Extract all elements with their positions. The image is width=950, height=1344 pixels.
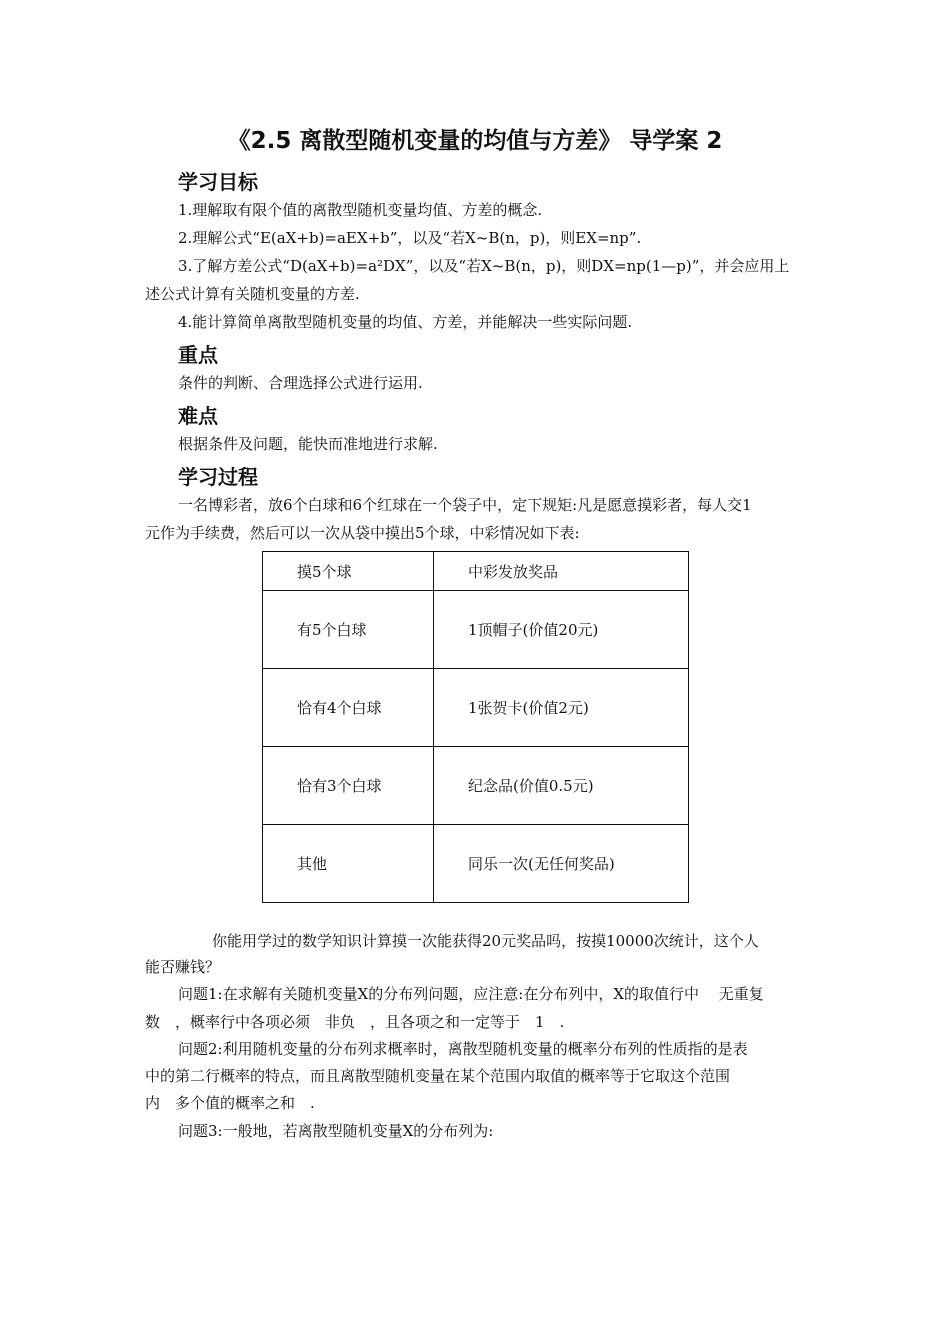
intro-line-1: 一名博彩者，放6个白球和6个红球在一个袋子中，定下规矩:凡是愿意摸彩者，每人交1 [178, 496, 752, 514]
q1-line-2: 数 ，概率行中各项必须 非负 ，且各项之和一定等于 1 . [145, 1013, 565, 1031]
table-cell: 有5个白球 [263, 591, 434, 669]
q2-line-1: 问题2:利用随机变量的分布列求概率时，离散型随机变量的概率分布列的性质指的是表 [178, 1040, 748, 1058]
question-line-2: 能否赚钱？ [145, 958, 221, 976]
q2-line-2: 中的第二行概率的特点，而且离散型随机变量在某个范围内取值的概率等于它取这个范围 [145, 1067, 731, 1085]
table-row [263, 591, 689, 669]
table-row [263, 669, 689, 747]
table-row [263, 747, 689, 825]
difficulty-heading: 难点 [178, 404, 218, 428]
intro-line-2: 元作为手续费，然后可以一次从袋中摸出5个球，中彩情况如下表: [145, 524, 580, 542]
goal-line-3: 3.了解方差公式“D(aX+b)=a²DX”，以及“若X~B(n，p)，则DX=np(1—p)”，并会应用上 [178, 257, 790, 275]
key-text: 条件的判断、合理选择公式进行运用. [178, 374, 423, 392]
table-row [263, 825, 689, 903]
q3-line: 问题3:一般地，若离散型随机变量X的分布列为: [178, 1122, 494, 1140]
table-cell: 1张贺卡(价值2元) [434, 669, 689, 747]
table-cell: 恰有4个白球 [263, 669, 434, 747]
q2-line-3: 内 多个值的概率之和 . [145, 1094, 315, 1112]
table-cell: 纪念品(价值0.5元) [434, 747, 689, 825]
table-cell: 恰有3个白球 [263, 747, 434, 825]
goal-line-3-cont: 述公式计算有关随机变量的方差. [145, 285, 360, 303]
q1-line-1: 问题1:在求解有关随机变量X的分布列问题，应注意:在分布列中，X的取值行中 无重复 [178, 985, 764, 1003]
process-heading: 学习过程 [178, 465, 258, 489]
table-cell: 同乐一次(无任何奖品) [434, 825, 689, 903]
table-header-cell: 中彩发放奖品 [434, 552, 689, 591]
page-title: 《2.5 离散型随机变量的均值与方差》 导学案 2 [227, 128, 723, 154]
goal-line-2: 2.理解公式“E(aX+b)=aEX+b”，以及“若X~B(n，p)，则EX=np”. [178, 229, 642, 247]
difficulty-text: 根据条件及问题，能快而准地进行求解. [178, 435, 438, 453]
table-header-row [263, 552, 689, 591]
key-heading: 重点 [178, 343, 218, 367]
question-line-1: 你能用学过的数学知识计算摸一次能获得20元奖品吗，按摸10000次统计，这个人 [212, 932, 759, 950]
prize-table [262, 551, 689, 903]
goal-line-1: 1.理解取有限个值的离散型随机变量均值、方差的概念. [178, 201, 543, 219]
goals-heading: 学习目标 [178, 170, 258, 194]
table-header-cell: 摸5个球 [263, 552, 434, 591]
table-cell: 其他 [263, 825, 434, 903]
goal-line-4: 4.能计算简单离散型随机变量的均值、方差，并能解决一些实际问题. [178, 313, 633, 331]
table-cell: 1顶帽子(价值20元) [434, 591, 689, 669]
